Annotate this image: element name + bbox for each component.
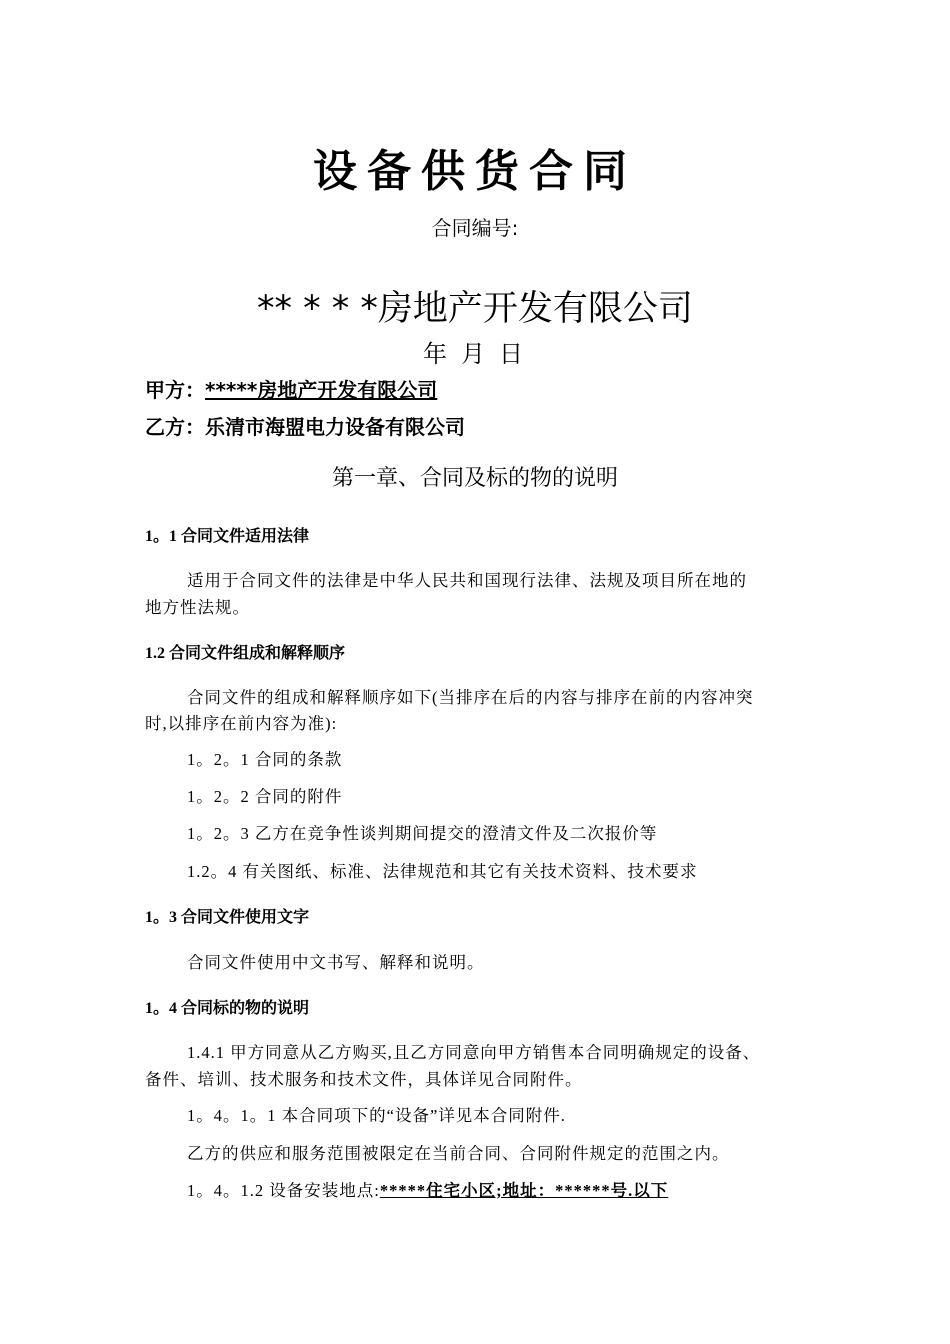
section-1-4-1-2 [187,1177,668,1201]
installation-location: *****住宅小区;地址：******号.以下 [379,1181,669,1200]
chapter-title: 第一章、合同及标的物的说明 [331,466,618,491]
section-1-2-item-4: 1.2。4 有关图纸、标准、法律规范和其它有关技术资料、技术要求 [187,862,698,881]
section-1-2-heading: 1.2 合同文件组成和解释顺序 [145,645,346,662]
section-1-1-text-line2: 地方性法规。 [145,598,250,617]
section-1-4-1-2-prefix: 1。4。1.2 设备安装地点: [187,1181,380,1200]
section-1-4-scope: 乙方的供应和服务范围被限定在当前合同、合同附件规定的范围之内。 [187,1144,730,1163]
company-name: ** * * *房地产开发有限公司 [257,289,693,329]
section-1-2-item-2: 1。2。2 合同的附件 [187,787,343,806]
party-a-label: 甲方： [145,378,205,402]
section-1-1-heading: 1。1 合同文件适用法律 [145,528,310,545]
section-1-4-1-line2: 备件、培训、技术服务和技术文件，具体详见合同附件。 [145,1070,583,1089]
contract-number-label: 合同编号: [431,216,519,240]
party-a-name: *****房地产开发有限公司 [205,378,438,402]
section-1-4-heading: 1。4 合同标的物的说明 [145,1000,310,1017]
section-1-3-text: 合同文件使用中文书写、解释和说明。 [187,953,485,972]
party-b [145,411,465,440]
section-1-3-heading: 1。3 合同文件使用文字 [145,909,310,926]
party-b-label: 乙方： [145,415,205,439]
date-line: 年 月 日 [423,342,527,368]
section-1-4-1-1: 1。4。1。1 本合同项下的“设备”详见本合同附件. [187,1106,566,1125]
document-title: 设备供货合同 [313,146,637,197]
section-1-1-text-line1: 适用于合同文件的法律是中华人民共和国现行法律、法规及项目所在地的 [187,571,747,590]
section-1-2-item-3: 1。2。3 乙方在竞争性谈判期间提交的澄清文件及二次报价等 [187,824,658,843]
section-1-2-item-1: 1。2。1 合同的条款 [187,750,343,769]
section-1-4-1-line1: 1.4.1 甲方同意从乙方购买,且乙方同意向甲方销售本合同明确规定的设备、 [187,1043,761,1062]
section-1-2-text-line2: 时,以排序在前内容为准): [145,714,338,733]
section-1-2-text-line1: 合同文件的组成和解释顺序如下(当排序在后的内容与排序在前的内容冲突 [187,688,754,707]
party-b-name: 乐清市海盟电力设备有限公司 [205,415,465,439]
party-a [145,374,437,403]
